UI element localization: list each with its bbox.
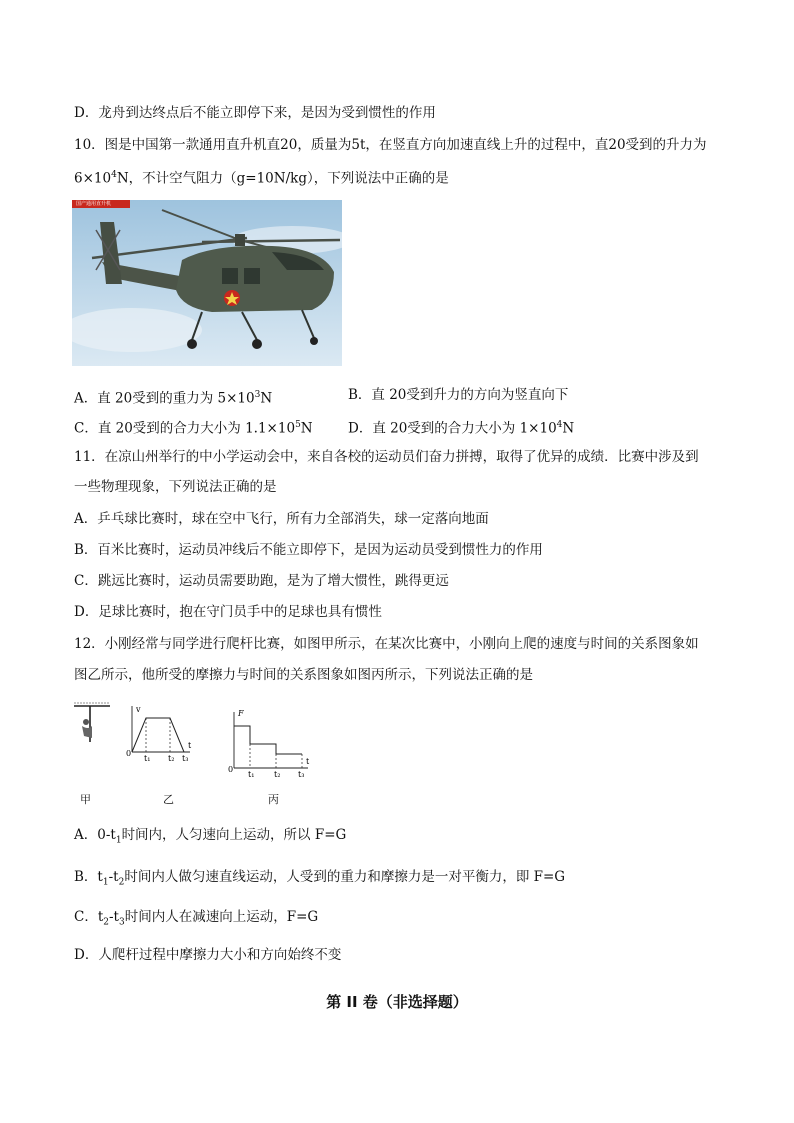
q10-option-c-text: C．直 20受到的合力大小为 1.1×10 bbox=[74, 420, 296, 437]
q10-option-c-unit: N bbox=[300, 420, 313, 437]
bing-axis-F-label: F bbox=[238, 709, 244, 718]
q10-stem-text: 6×10 bbox=[74, 170, 112, 187]
yi-axis-v-label: v bbox=[136, 705, 141, 714]
q10-option-c-exponent: 5 bbox=[295, 420, 301, 430]
bing-axis-t-label: t bbox=[306, 757, 310, 766]
q10-stem-line2 bbox=[74, 166, 449, 188]
q12-option-a-text: A．0-t bbox=[74, 827, 116, 843]
q10-option-d-unit: N bbox=[562, 420, 575, 437]
yi-t3-label: t₃ bbox=[182, 754, 189, 763]
helicopter-photo bbox=[72, 200, 342, 366]
q12-option-b-sub2: 2 bbox=[118, 877, 125, 888]
q12-option-b-text: B．t bbox=[74, 869, 103, 885]
bing-t3-label: t₃ bbox=[298, 770, 305, 779]
q10-stem-exponent: 4 bbox=[111, 170, 117, 180]
q12-option-b-mid: -t bbox=[108, 869, 119, 885]
bing-origin-label: 0 bbox=[228, 765, 234, 774]
q9-option-d: D．龙舟到达终点后不能立即停下来，是因为受到惯性的作用 bbox=[74, 105, 436, 121]
figure-yi-velocity-graph bbox=[126, 705, 192, 763]
q12-option-c-sub1: 2 bbox=[103, 917, 109, 928]
q10-option-d-text: D．直 20受到的合力大小为 1×10 bbox=[348, 420, 557, 437]
q12-option-b bbox=[74, 868, 565, 892]
q10-stem-text-end: N，不计空气阻力（g=10N/kg），下列说法中正确的是 bbox=[116, 170, 449, 187]
figure-jia-climber bbox=[74, 703, 110, 742]
q11-option-c: C．跳远比赛时，运动员需要助跑，是为了增大惯性，跳得更远 bbox=[74, 573, 449, 589]
q10-option-a-text: A．直 20受到的重力为 5×10 bbox=[74, 390, 255, 407]
q12-option-d: D．人爬杆过程中摩擦力大小和方向始终不变 bbox=[74, 947, 342, 963]
q12-option-b-rest: 时间内人做匀速直线运动，人受到的重力和摩擦力是一对平衡力，即 F=G bbox=[124, 869, 566, 885]
figure-bing-label: 丙 bbox=[268, 793, 279, 806]
q12-option-c-mid: -t bbox=[109, 909, 119, 925]
photo-caption: 国产通用直升机 bbox=[76, 201, 112, 207]
yi-t2-label: t₂ bbox=[168, 754, 175, 763]
q12-option-a bbox=[74, 826, 346, 850]
q10-option-a-exponent: 3 bbox=[254, 390, 261, 400]
section-heading: 第 II 卷（非选择题） bbox=[326, 993, 468, 1011]
q10-option-b: B．直 20受到升力的方向为竖直向下 bbox=[348, 387, 569, 403]
q12-option-a-rest: 时间内，人匀速向上运动，所以 F=G bbox=[121, 827, 347, 843]
q11-option-d: D．足球比赛时，抱在守门员手中的足球也具有惯性 bbox=[74, 604, 382, 620]
bing-t1-label: t₁ bbox=[248, 770, 255, 779]
q11-stem-line2: 一些物理现象，下列说法正确的是 bbox=[74, 479, 277, 495]
q12-option-c-sub2: 3 bbox=[119, 917, 125, 928]
q12-option-c-rest: 时间内人在减速向上运动，F=G bbox=[124, 909, 319, 925]
q12-option-c bbox=[74, 908, 318, 932]
q10-option-d-exponent: 4 bbox=[556, 420, 563, 430]
yi-axis-t-label: t bbox=[188, 741, 192, 750]
q12-option-a-sub: 1 bbox=[115, 835, 122, 846]
q12-stem-line1: 12．小刚经常与同学进行爬杆比赛，如图甲所示，在某次比赛中，小刚向上爬的速度与时间的关系图象如 bbox=[74, 636, 699, 652]
figure-jia-label: 甲 bbox=[80, 793, 91, 806]
q10-option-c bbox=[74, 416, 313, 438]
yi-origin-label: 0 bbox=[126, 749, 132, 758]
q12-stem-line2: 图乙所示，他所受的摩擦力与时间的关系图象如图丙所示，下列说法正确的是 bbox=[74, 667, 533, 683]
figure-bing-friction-graph bbox=[228, 709, 310, 779]
q12-option-c-text: C．t bbox=[74, 909, 104, 925]
q11-option-b: B．百米比赛时，运动员冲线后不能立即停下，是因为运动员受到惯性力的作用 bbox=[74, 542, 543, 558]
q10-stem-line1: 10．图是中国第一款通用直升机直20，质量为5t，在竖直方向加速直线上升的过程中，直20受到的升力为 bbox=[74, 137, 707, 153]
q10-option-a-unit: N bbox=[260, 390, 273, 407]
q11-option-a: A．乒乓球比赛时，球在空中飞行，所有力全部消失，球一定落向地面 bbox=[74, 511, 489, 527]
q11-stem-line1: 11．在凉山州举行的中小学运动会中，来自各校的运动员们奋力拼搏，取得了优异的成绩．比赛中涉及到 bbox=[74, 449, 699, 465]
q12-option-b-sub1: 1 bbox=[102, 877, 109, 888]
figure-yi-label: 乙 bbox=[163, 793, 174, 806]
yi-t1-label: t₁ bbox=[144, 754, 151, 763]
bing-t2-label: t₂ bbox=[274, 770, 281, 779]
q10-option-d bbox=[348, 416, 574, 438]
q10-option-a bbox=[74, 386, 272, 408]
